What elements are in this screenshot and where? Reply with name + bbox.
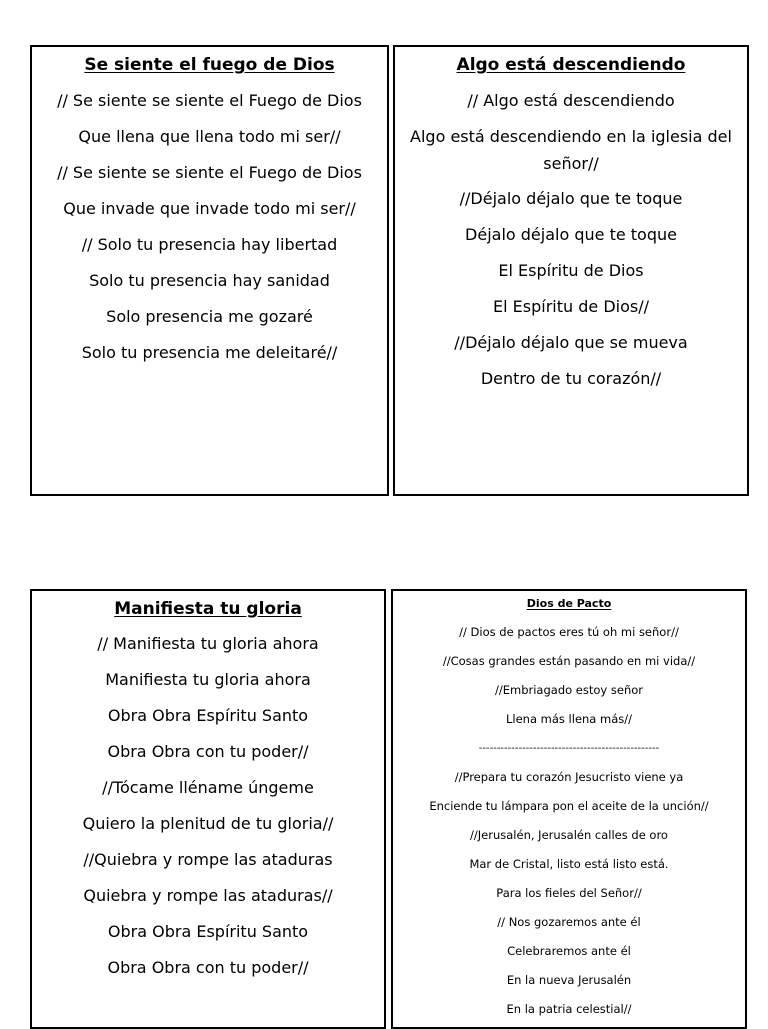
song-card-fuego-de-dios — [30, 45, 389, 496]
lyric-line: Obra Obra Espíritu Santo — [107, 922, 309, 941]
lyric-line: Solo presencia me gozaré — [106, 307, 313, 326]
lyric-line: Dentro de tu corazón// — [480, 369, 662, 388]
section-divider: -------------------------------------------------- — [478, 743, 660, 754]
lyric-line: Manifiesta tu gloria ahora — [105, 670, 311, 689]
song-card-algo-descendiendo — [393, 45, 749, 496]
lyric-line: Déjalo déjalo que te toque — [465, 225, 677, 244]
lyric-line: Obra Obra con tu poder// — [107, 742, 309, 761]
lyric-line: //Déjalo déjalo que se mueva — [454, 333, 688, 352]
song-lyrics — [36, 626, 380, 986]
lyric-line: Que llena que llena todo mi ser// — [78, 127, 341, 146]
lyric-line: Llena más llena más// — [505, 712, 632, 726]
lyric-line: Mar de Cristal, listo está listo está. — [469, 857, 669, 871]
song-title: Algo está descendiendo — [456, 55, 686, 75]
lyric-line: //Cosas grandes están pasando en mi vida// — [442, 654, 696, 668]
song-lyrics — [401, 83, 741, 397]
lyric-line: Quiebra y rompe las ataduras// — [83, 886, 333, 905]
lyric-line: // Algo está descendiendo — [467, 91, 675, 110]
song-title: Dios de Pacto — [526, 597, 612, 610]
lyric-line: //Prepara tu corazón Jesucristo viene ya — [454, 770, 684, 784]
lyric-line: //Embriagado estoy señor — [494, 683, 644, 697]
lyric-line: Algo está descendiendo en la iglesia del señor// — [410, 127, 732, 173]
lyric-line: // Dios de pactos eres tú oh mi señor// — [459, 625, 679, 639]
lyric-line: Quiero la plenitud de tu gloria// — [82, 814, 334, 833]
lyric-line: Para los fieles del Señor// — [496, 886, 642, 900]
lyric-line: // Solo tu presencia hay libertad — [81, 235, 338, 254]
lyric-line: Solo tu presencia hay sanidad — [89, 271, 330, 290]
song-lyrics — [395, 618, 743, 1024]
lyric-line: //Déjalo déjalo que te toque — [459, 189, 683, 208]
lyric-line: El Espíritu de Dios// — [493, 297, 649, 316]
lyric-line: // Se siente se siente el Fuego de Dios — [57, 91, 362, 110]
lyric-line: Enciende tu lámpara pon el aceite de la unción// — [429, 799, 709, 813]
lyric-line: El Espíritu de Dios — [498, 261, 644, 280]
lyric-line: //Jerusalén, Jerusalén calles de oro — [470, 828, 668, 842]
lyric-line: Celebraremos ante él — [507, 944, 631, 958]
song-card-dios-de-pacto — [391, 589, 747, 1029]
lyric-line: // Se siente se siente el Fuego de Dios — [57, 163, 362, 182]
song-lyrics — [36, 83, 383, 371]
lyric-line: //Quiebra y rompe las ataduras — [83, 850, 333, 869]
lyric-line: // Nos gozaremos ante él — [497, 915, 641, 929]
song-title: Manifiesta tu gloria — [114, 599, 302, 619]
lyric-line: En la patria celestial// — [506, 1002, 632, 1016]
lyric-line: Obra Obra Espíritu Santo — [107, 706, 309, 725]
lyric-line: //Tócame lléname úngeme — [102, 778, 314, 797]
song-card-manifiesta-tu-gloria — [30, 589, 386, 1029]
lyric-line: Obra Obra con tu poder// — [107, 958, 309, 977]
lyric-line: Que invade que invade todo mi ser// — [63, 199, 356, 218]
song-title: Se siente el fuego de Dios — [84, 55, 335, 75]
lyric-line: En la nueva Jerusalén — [506, 973, 632, 987]
lyric-line: Solo tu presencia me deleitaré// — [81, 343, 338, 362]
lyric-line: // Manifiesta tu gloria ahora — [97, 634, 319, 653]
